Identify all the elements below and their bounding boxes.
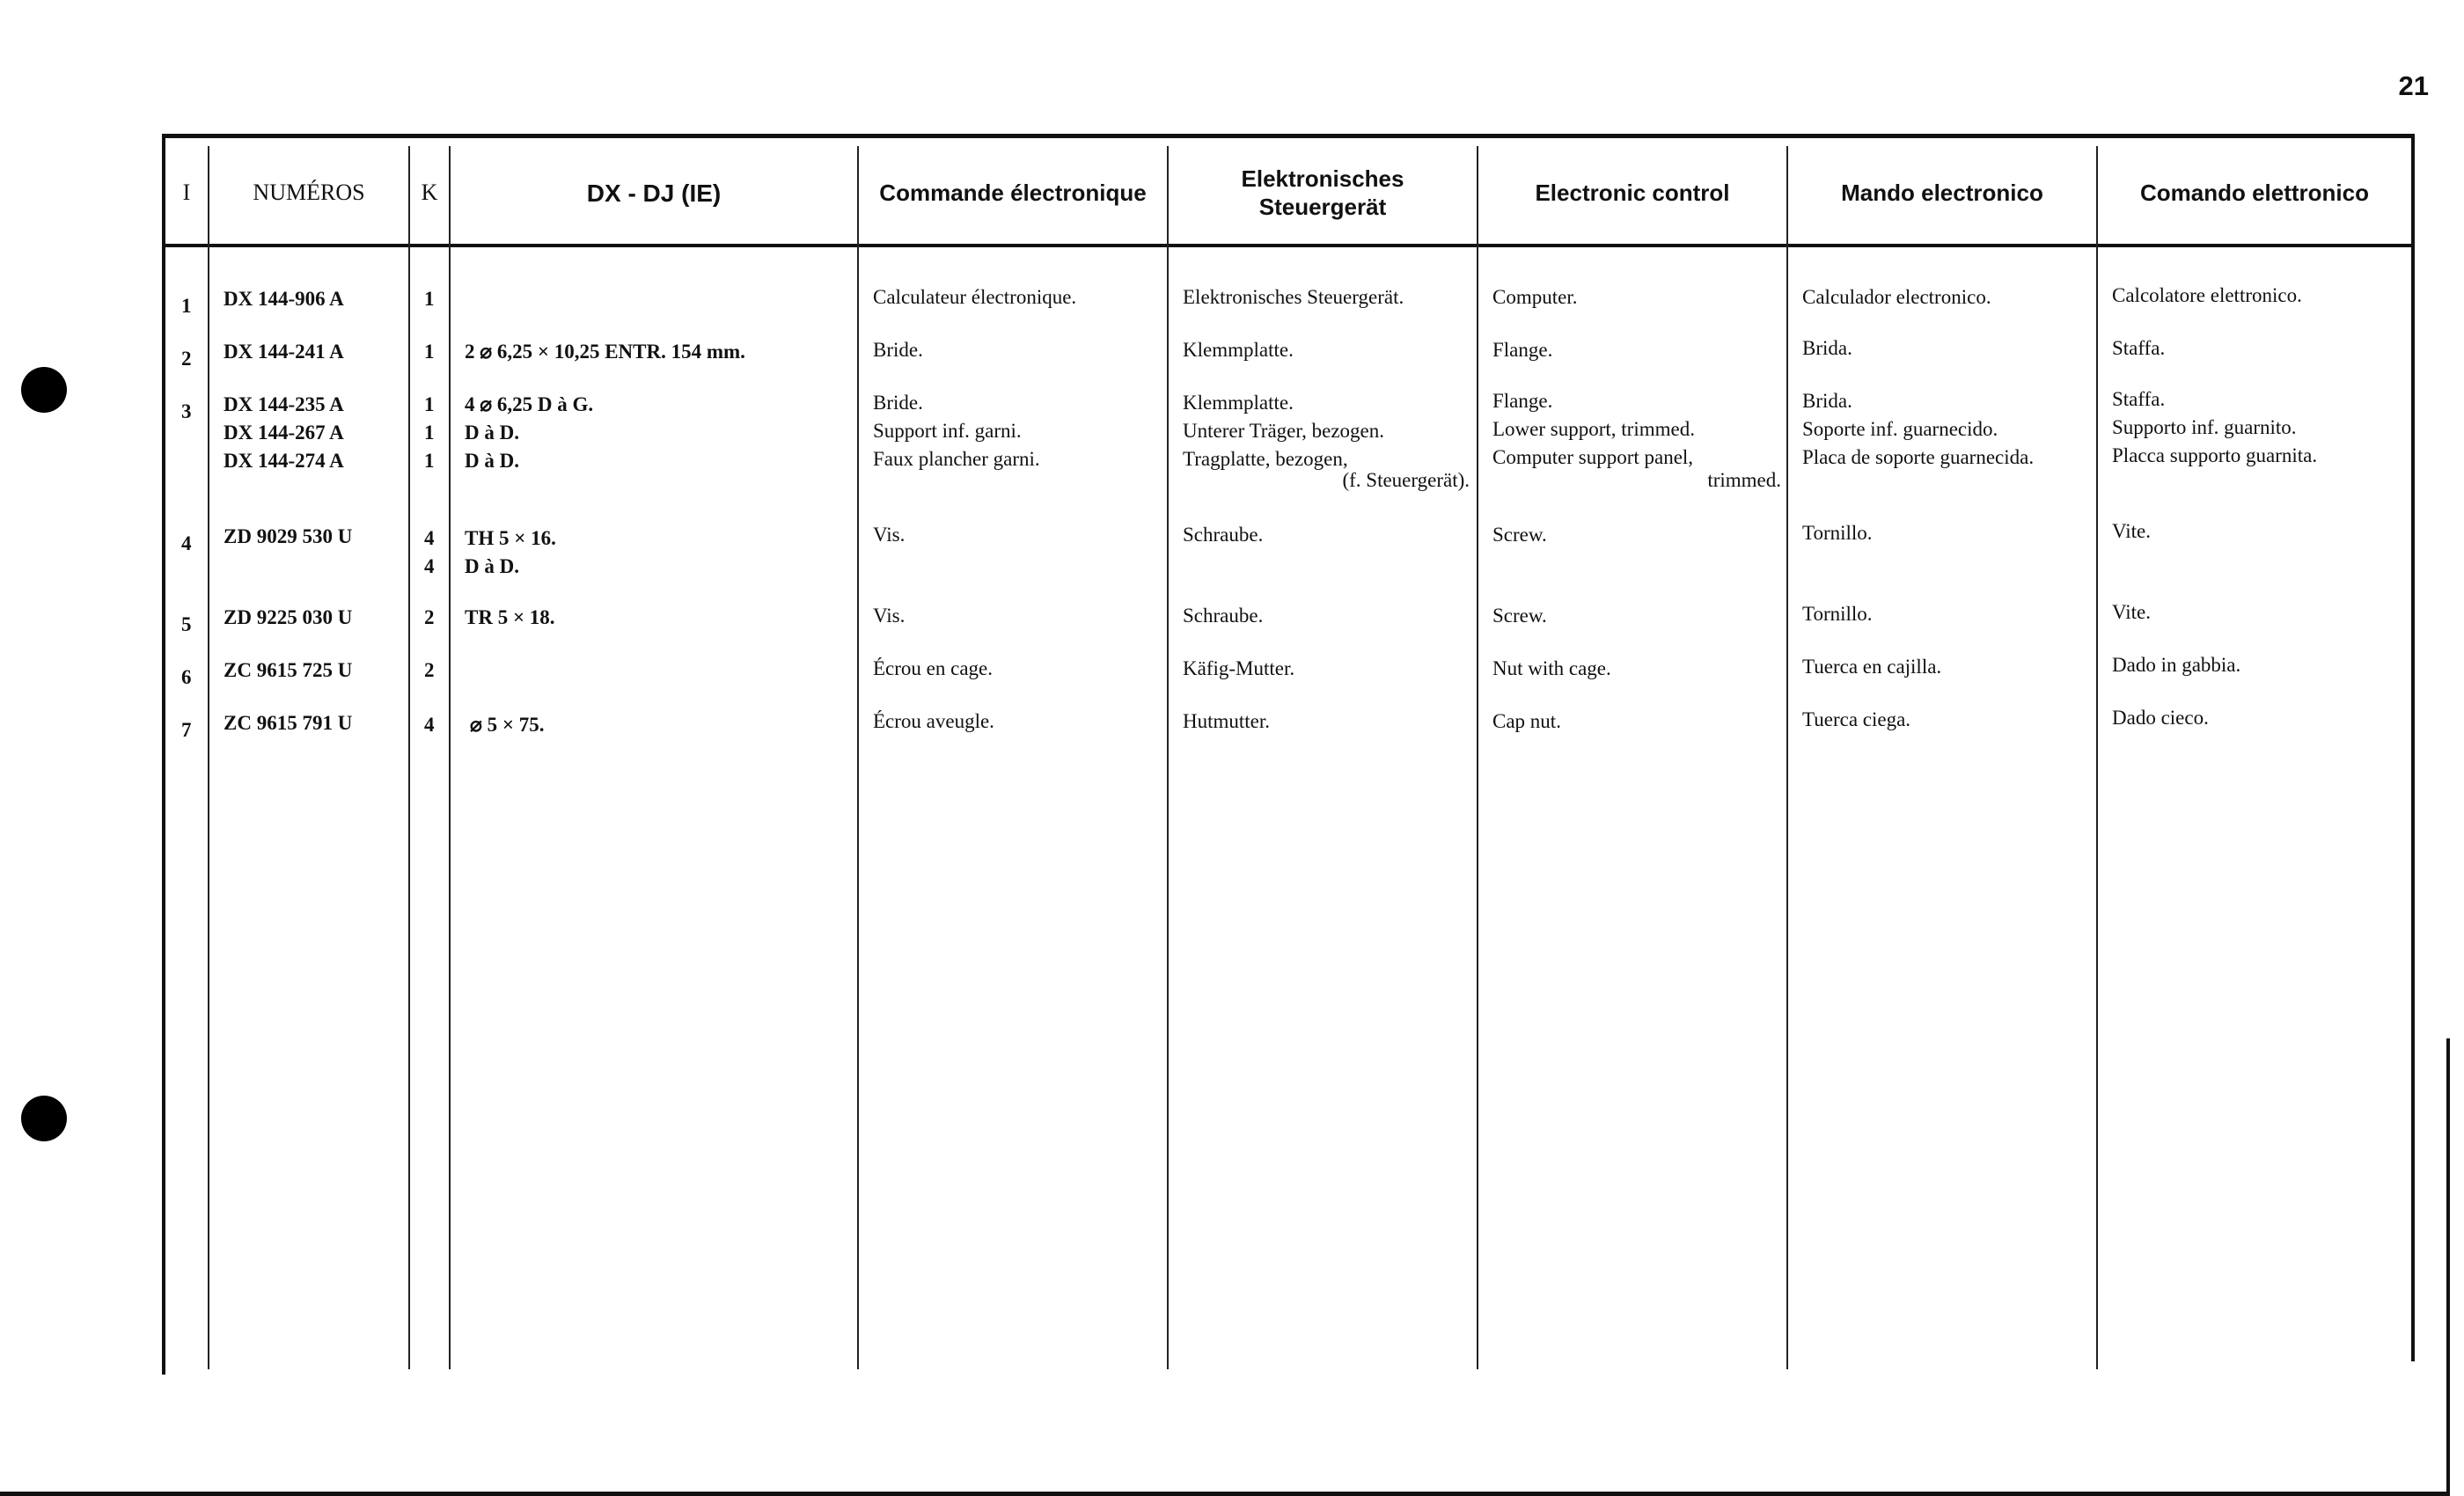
desc-french: Bride.: [873, 339, 923, 361]
desc-english: Screw.: [1492, 524, 1547, 546]
part-number: ZC 9615 725 U: [224, 659, 353, 681]
header-qty: K: [421, 179, 438, 205]
desc-italian: Placca supporto guarnita.: [2112, 444, 2318, 466]
quantity: 1: [424, 422, 435, 444]
table-border-top: [162, 134, 2415, 138]
desc-italian: Vite.: [2112, 601, 2151, 623]
desc-italian: Dado cieco.: [2112, 707, 2209, 729]
header-model: DX - DJ (IE): [586, 179, 722, 207]
quantity: 4: [424, 714, 435, 736]
desc-spanish: Brida.: [1802, 390, 1852, 412]
desc-italian: Staffa.: [2112, 388, 2166, 410]
quantity: 4: [424, 527, 435, 549]
spec-text: D à D.: [465, 555, 519, 577]
part-number: DX 144-235 A: [224, 393, 344, 415]
parts-table: [162, 134, 2415, 1375]
desc-spanish: Tornillo.: [1802, 603, 1873, 625]
part-number: DX 144-906 A: [224, 288, 344, 310]
part-number: ZD 9029 530 U: [224, 525, 353, 547]
desc-french: Écrou en cage.: [873, 657, 994, 679]
desc-italian: Calcolatore elettronico.: [2112, 284, 2302, 306]
desc-english: Computer.: [1492, 286, 1578, 308]
header-german: [1169, 146, 1477, 239]
punch-hole-bottom: [21, 1096, 67, 1141]
column-rule: [1477, 146, 1478, 1369]
quantity: 1: [424, 341, 435, 363]
desc-english: Computer support panel,: [1492, 446, 1694, 468]
row-index: 1: [181, 295, 192, 317]
quantity: 2: [424, 659, 435, 681]
desc-spanish: Tornillo.: [1802, 522, 1873, 544]
spec-text: ⌀ 5 × 75.: [470, 714, 545, 736]
spec-text: 4 ⌀ 6,25 D à G.: [465, 393, 594, 415]
header-italian: Comando elettronico: [2139, 179, 2369, 206]
header-english: Electronic control: [1535, 179, 1730, 206]
desc-german: Hutmutter.: [1183, 710, 1271, 732]
part-number: DX 144-267 A: [224, 422, 344, 444]
column-rule: [1167, 146, 1169, 1369]
header-rule: [165, 244, 2411, 247]
desc-french: Vis.: [873, 605, 906, 627]
desc-spanish: Soporte inf. guarnecido.: [1802, 418, 1998, 440]
desc-english: Lower support, trimmed.: [1492, 418, 1695, 440]
part-number: DX 144-274 A: [224, 450, 344, 472]
spec-text: TR 5 × 18.: [465, 606, 555, 628]
spec-text: D à D.: [465, 422, 519, 444]
desc-german: Tragplatte, bezogen,: [1183, 448, 1348, 470]
desc-french: Vis.: [873, 524, 906, 546]
desc-spanish: Tuerca ciega.: [1802, 708, 1911, 730]
spec-text: 2 ⌀ 6,25 × 10,25 ENTR. 154 mm.: [465, 341, 745, 363]
desc-german: Schraube.: [1183, 605, 1264, 627]
header-numbers: NUMÉROS: [253, 179, 365, 205]
desc-italian: Staffa.: [2112, 337, 2166, 359]
desc-german: Unterer Träger, bezogen.: [1183, 420, 1385, 442]
desc-spanish: Calculador electronico.: [1802, 286, 1991, 308]
row-index: 2: [181, 348, 192, 370]
spec-text: TH 5 × 16.: [465, 527, 556, 549]
desc-french: Faux plancher garni.: [873, 448, 1040, 470]
table-border-right: [2411, 134, 2415, 1361]
table-border-left: [162, 134, 165, 1375]
page-number: 21: [2398, 70, 2429, 101]
row-index: 4: [181, 532, 192, 554]
quantity: 1: [424, 288, 435, 310]
column-rule: [1786, 146, 1788, 1369]
spec-text: D à D.: [465, 450, 519, 472]
frame-outer-bottom: [0, 1492, 2450, 1496]
desc-english: Screw.: [1492, 605, 1547, 627]
desc-spanish: Tuerca en cajilla.: [1802, 656, 1942, 678]
desc-italian: Supporto inf. guarnito.: [2112, 416, 2297, 438]
row-index: 5: [181, 613, 192, 635]
quantity: 2: [424, 606, 435, 628]
row-index: 6: [181, 666, 192, 688]
column-rule: [857, 146, 859, 1369]
column-rule: [208, 146, 209, 1369]
desc-english: Flange.: [1492, 339, 1553, 361]
desc-german: Elektronisches Steuergerät.: [1183, 286, 1404, 308]
desc-german: Klemmplatte.: [1183, 339, 1294, 361]
desc-german: Schraube.: [1183, 524, 1264, 546]
row-index: 7: [181, 719, 192, 741]
frame-outer-right: [2446, 1038, 2450, 1496]
punch-hole-top: [21, 367, 67, 413]
header-spanish: Mando electronico: [1841, 179, 2043, 206]
header-french: Commande électronique: [879, 179, 1147, 206]
column-rule: [449, 146, 451, 1369]
header-german-line2: Steuergerät: [1258, 194, 1387, 220]
header-german-line1: Elektronisches: [1241, 165, 1404, 192]
desc-italian: Vite.: [2112, 520, 2151, 542]
quantity: 1: [424, 393, 435, 415]
desc-english: Flange.: [1492, 390, 1553, 412]
desc-french: Écrou aveugle.: [873, 710, 994, 732]
desc-spanish: Placa de soporte guarnecida.: [1802, 446, 2035, 468]
desc-italian: Dado in gabbia.: [2112, 654, 2241, 676]
desc-german: Käfig-Mutter.: [1183, 657, 1295, 679]
part-number: DX 144-241 A: [224, 341, 344, 363]
desc-spanish: Brida.: [1802, 337, 1852, 359]
part-number: ZC 9615 791 U: [224, 712, 353, 734]
desc-english: Cap nut.: [1492, 710, 1561, 732]
quantity: 4: [424, 555, 435, 577]
desc-german: Klemmplatte.: [1183, 392, 1294, 414]
desc-french: Calculateur électronique.: [873, 286, 1077, 308]
header-index: I: [182, 179, 191, 205]
part-number: ZD 9225 030 U: [224, 606, 353, 628]
desc-french: Bride.: [873, 392, 923, 414]
column-rule: [408, 146, 410, 1369]
quantity: 1: [424, 450, 435, 472]
desc-english-continued: trimmed.: [1707, 469, 1781, 491]
column-rule: [2096, 146, 2098, 1369]
desc-english: Nut with cage.: [1492, 657, 1611, 679]
row-index: 3: [181, 400, 192, 422]
desc-french: Support inf. garni.: [873, 420, 1022, 442]
desc-german-continued: (f. Steuergerät).: [1342, 469, 1470, 491]
